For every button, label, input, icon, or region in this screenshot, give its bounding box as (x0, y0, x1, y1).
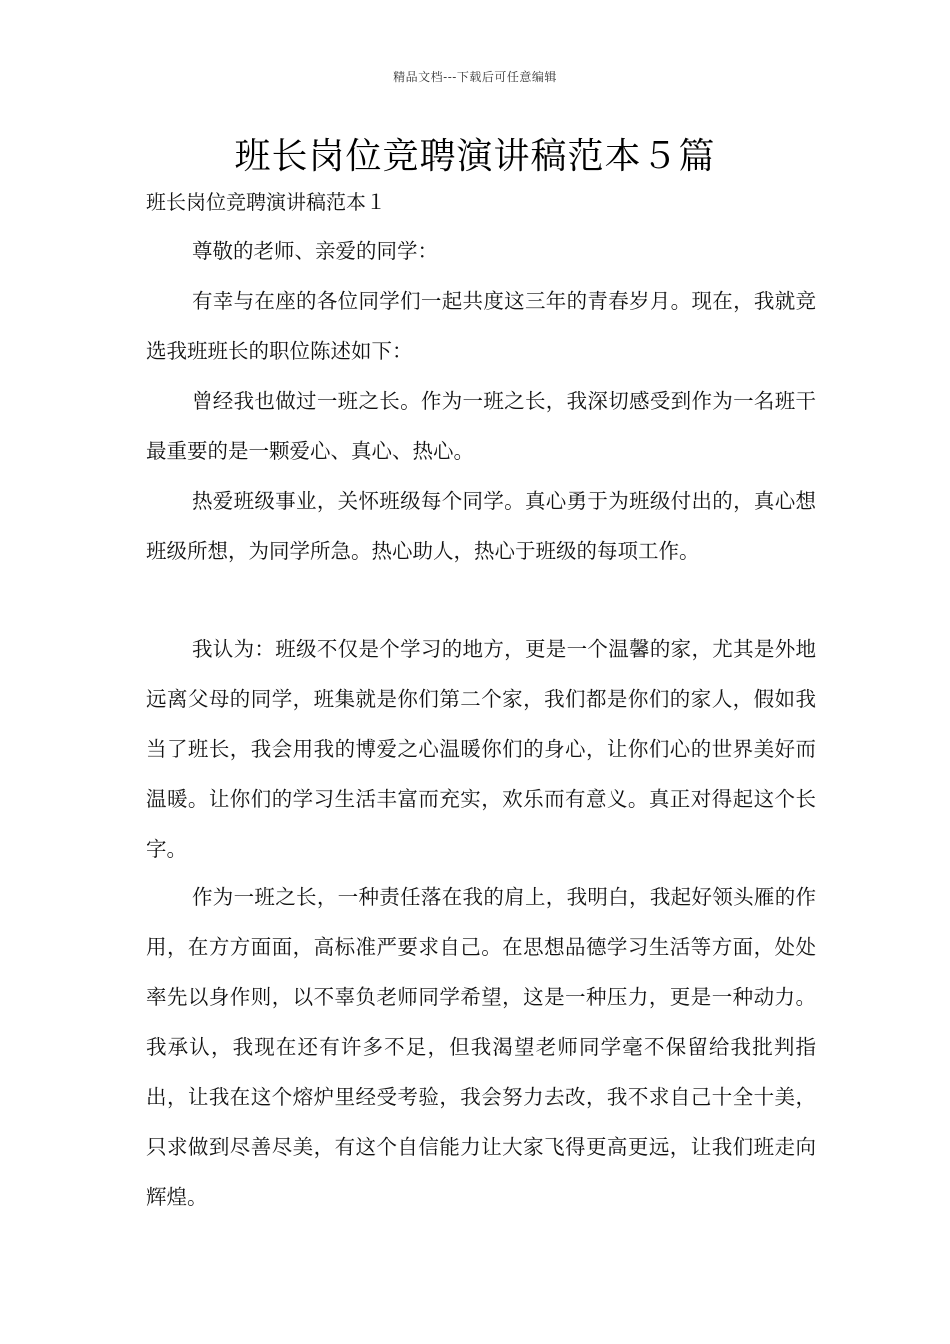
header-note: 精品文档---下载后可任意编辑 (393, 70, 557, 84)
section-heading: 班长岗位竞聘演讲稿范本１ (146, 190, 386, 214)
paragraph-text: 有幸与在座的各位同学们一起共度这三年的青春岁月。现在，我就竞选我班班长的职位陈述如下： (146, 289, 816, 363)
paragraph-text: 作为一班之长，一种责任落在我的肩上，我明白，我起好领头雁的作用，在方方面面，高标准严要求自己。在思想品德学习生活等方面，处处率先以身作则，以不辜负老师同学希望，这是一种压力，更是一种动力。我承认，我现在还有许多不足，但我渴望老师同学毫不保留给我批判指出，让我在这个熔炉里经受考验，我会努力去改，我不求自己十全十美，只求做到尽善尽美，有这个自信能力让大家飞得更高更远，让我们班走向辉煌。 (146, 885, 816, 1209)
greeting-paragraph (146, 226, 816, 276)
paragraph-text: 曾经我也做过一班之长。作为一班之长，我深切感受到作为一名班干最重要的是一颗爱心、真心、热心。 (146, 389, 816, 463)
body-paragraph-2 (146, 376, 816, 476)
paragraph-text: 我认为：班级不仅是个学习的地方，更是一个温馨的家，尤其是外地远离父母的同学，班集就是你们第二个家，我们都是你们的家人，假如我当了班长，我会用我的博爱之心温暖你们的身心，让你们心的世界美好而温暖。让你们的学习生活丰富而充实，欢乐而有意义。真正对得起这个长字。 (146, 637, 816, 861)
body-paragraph-1 (146, 276, 816, 376)
document-title: 班长岗位竞聘演讲稿范本５篇 (234, 136, 716, 177)
body-paragraph-3 (146, 476, 816, 576)
paragraph-text: 热爱班级事业，关怀班级每个同学。真心勇于为班级付出的，真心想班级所想，为同学所急。热心助人，热心于班级的每项工作。 (146, 489, 816, 563)
body-paragraph-4 (146, 624, 816, 874)
body-paragraph-5 (146, 872, 816, 1222)
greeting-text: 尊敬的老师、亲爱的同学： (192, 239, 438, 263)
